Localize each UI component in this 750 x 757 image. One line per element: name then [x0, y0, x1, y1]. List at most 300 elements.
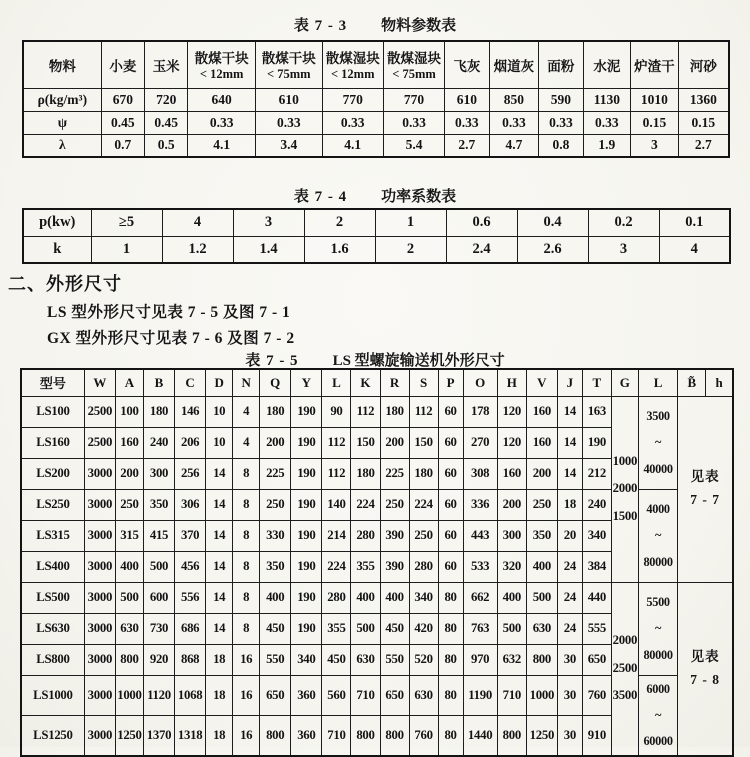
g-range-cell-line: 1500 — [612, 508, 638, 523]
value-cell: 60 — [438, 520, 463, 551]
value-cell: 190 — [582, 427, 611, 458]
value-cell: 120 — [497, 427, 526, 458]
value-cell: 1.2 — [162, 236, 233, 263]
value-cell: 800 — [260, 715, 291, 755]
value-cell: 18 — [206, 715, 233, 755]
value-cell: 1.6 — [304, 236, 375, 263]
value-cell: 250 — [409, 520, 438, 551]
value-cell: 14 — [206, 458, 233, 489]
value-cell: 80 — [438, 715, 463, 755]
value-cell: 315 — [115, 520, 143, 551]
value-cell: 2 — [304, 209, 375, 236]
length-range-cell-line: 5500 — [646, 594, 670, 609]
value-cell: 920 — [143, 644, 174, 675]
value-cell: 150 — [351, 427, 380, 458]
value-cell: 206 — [175, 427, 206, 458]
length-range-cell-line: 40000 — [643, 461, 673, 476]
value-cell: 30 — [557, 715, 582, 755]
dimension-column-header: L — [322, 369, 351, 396]
value-cell: 1318 — [175, 715, 206, 755]
value-cell: 14 — [206, 613, 233, 644]
value-cell: 14 — [206, 582, 233, 613]
value-cell: 1130 — [583, 88, 631, 111]
table-7-4-title-text: 功率系数表 — [381, 189, 457, 205]
value-cell: 4 — [233, 427, 260, 458]
material-column-header — [383, 41, 444, 88]
length-range-cell-line: ~ — [655, 528, 662, 543]
value-cell: 190 — [291, 520, 322, 551]
material-name: 散煤湿块 — [387, 51, 442, 67]
value-cell: 112 — [409, 396, 438, 427]
value-cell: 610 — [445, 88, 489, 111]
value-cell: 160 — [497, 458, 526, 489]
value-cell: 60 — [438, 458, 463, 489]
value-cell: 1 — [91, 236, 162, 263]
value-cell: 400 — [115, 551, 143, 582]
value-cell: 600 — [143, 582, 174, 613]
value-cell: 190 — [291, 396, 322, 427]
value-cell: ≥5 — [91, 209, 162, 236]
value-cell: 320 — [497, 551, 526, 582]
value-cell: 1370 — [143, 715, 174, 755]
value-cell: 355 — [322, 613, 351, 644]
value-cell: 180 — [143, 396, 174, 427]
value-cell: 18 — [206, 675, 233, 715]
table-row — [21, 396, 733, 427]
dimension-column-header: C — [175, 369, 206, 396]
value-cell: 300 — [497, 520, 526, 551]
material-column-header — [678, 41, 729, 88]
value-cell: 1190 — [463, 675, 497, 715]
value-cell: 4.7 — [489, 134, 539, 157]
value-cell: 0.33 — [322, 111, 383, 134]
value-cell: 100 — [115, 396, 143, 427]
value-cell: 163 — [582, 396, 611, 427]
table-row — [23, 209, 730, 236]
value-cell: 370 — [175, 520, 206, 551]
table-7-4-title — [0, 185, 750, 206]
value-cell: 500 — [143, 551, 174, 582]
value-cell: 2500 — [84, 396, 115, 427]
model-cell: LS500 — [21, 582, 84, 613]
value-cell: 336 — [463, 489, 497, 520]
value-cell: 190 — [291, 613, 322, 644]
value-cell: 650 — [380, 675, 409, 715]
value-cell: 190 — [291, 489, 322, 520]
power-coefficient-table — [22, 208, 731, 264]
value-cell: 2.7 — [678, 134, 729, 157]
header-row — [23, 41, 729, 88]
value-cell: 0.15 — [678, 111, 729, 134]
value-cell: 4.1 — [188, 134, 256, 157]
material-name: 烟道灰 — [493, 58, 535, 74]
value-cell: 90 — [322, 396, 351, 427]
value-cell: 160 — [526, 427, 557, 458]
value-cell: 140 — [322, 489, 351, 520]
value-cell: 14 — [206, 551, 233, 582]
value-cell: 770 — [383, 88, 444, 111]
material-name: 小麦 — [109, 58, 137, 74]
material-size-limit: < 12mm — [330, 67, 375, 82]
material-column-header — [101, 41, 144, 88]
length-range-cell-line: ~ — [655, 621, 662, 636]
value-cell: 390 — [380, 551, 409, 582]
material-name: 飞灰 — [453, 58, 481, 74]
value-cell: 3 — [233, 209, 304, 236]
value-cell: 1000 — [526, 675, 557, 715]
row-label: ψ — [23, 111, 101, 134]
value-cell: 3000 — [84, 675, 115, 715]
value-cell: 800 — [526, 644, 557, 675]
see-table-7-7-ref-line: 见表 — [690, 469, 720, 485]
material-column-header — [322, 41, 383, 88]
material-column-header — [188, 41, 256, 88]
value-cell: 500 — [115, 582, 143, 613]
table-row — [23, 236, 730, 263]
value-cell: 0.33 — [539, 111, 583, 134]
material-column-header — [631, 41, 679, 88]
value-cell: 630 — [526, 613, 557, 644]
value-cell: 180 — [409, 458, 438, 489]
length-range-cell-line: 3500 — [646, 408, 670, 423]
value-cell: 200 — [526, 458, 557, 489]
value-cell: 443 — [463, 520, 497, 551]
length-range-cell-line: ~ — [655, 707, 662, 722]
value-cell: 3000 — [84, 489, 115, 520]
row-label: ρ(kg/m³) — [23, 88, 101, 111]
value-cell: 800 — [380, 715, 409, 755]
value-cell: 112 — [322, 458, 351, 489]
value-cell: 180 — [380, 396, 409, 427]
value-cell: 3000 — [84, 582, 115, 613]
value-cell: 14 — [206, 520, 233, 551]
g-range-cell-line: 1000 — [612, 453, 638, 468]
value-cell: 212 — [582, 458, 611, 489]
value-cell: 270 — [463, 427, 497, 458]
value-cell: 3.4 — [256, 134, 323, 157]
value-cell: 80 — [438, 582, 463, 613]
material-name: 河砂 — [689, 58, 717, 74]
value-cell: 180 — [260, 396, 291, 427]
g-range-cell-line: 2000 — [612, 481, 638, 496]
value-cell: 400 — [497, 582, 526, 613]
value-cell: 30 — [557, 644, 582, 675]
value-cell: 250 — [260, 489, 291, 520]
g-range-cell-line: 3500 — [612, 688, 638, 703]
value-cell: 4.1 — [322, 134, 383, 157]
value-cell: 1.4 — [233, 236, 304, 263]
value-cell: 1068 — [175, 675, 206, 715]
value-cell: 60 — [438, 396, 463, 427]
value-cell: 200 — [497, 489, 526, 520]
value-cell: 800 — [351, 715, 380, 755]
value-cell: 350 — [143, 489, 174, 520]
value-cell: 800 — [115, 644, 143, 675]
material-name: 散煤干块 — [194, 51, 249, 67]
model-cell: LS315 — [21, 520, 84, 551]
material-column-header — [145, 41, 188, 88]
value-cell: 550 — [380, 644, 409, 675]
value-cell: 763 — [463, 613, 497, 644]
value-cell: 112 — [351, 396, 380, 427]
value-cell: 10 — [206, 427, 233, 458]
value-cell: 0.33 — [445, 111, 489, 134]
value-cell: 178 — [463, 396, 497, 427]
material-column-header — [256, 41, 323, 88]
value-cell: 1.9 — [583, 134, 631, 157]
value-cell: 450 — [380, 613, 409, 644]
table-7-3-title-text: 物料参数表 — [381, 18, 457, 34]
dimension-column-header: N — [233, 369, 260, 396]
material-column-header — [489, 41, 539, 88]
value-cell: 190 — [291, 427, 322, 458]
value-cell: 250 — [115, 489, 143, 520]
value-cell: 500 — [497, 613, 526, 644]
value-cell: 710 — [351, 675, 380, 715]
value-cell: 160 — [526, 396, 557, 427]
material-name: 炉渣干 — [634, 58, 675, 74]
table-7-4-title-label: 表 7 - 4 — [293, 189, 348, 205]
value-cell: 190 — [291, 458, 322, 489]
dimension-column-header: D — [206, 369, 233, 396]
length-range-cell — [638, 489, 677, 582]
table-7-3-title — [0, 14, 750, 35]
model-cell: LS160 — [21, 427, 84, 458]
value-cell: 3000 — [84, 551, 115, 582]
see-table-7-7-ref-line: 7 - 7 — [690, 492, 721, 507]
g-range-cell-line: 2500 — [612, 660, 638, 675]
value-cell: 225 — [380, 458, 409, 489]
value-cell: 3000 — [84, 458, 115, 489]
value-cell: 160 — [115, 427, 143, 458]
model-cell: LS250 — [21, 489, 84, 520]
value-cell: 80 — [438, 613, 463, 644]
header-row — [21, 369, 733, 396]
value-cell: 730 — [143, 613, 174, 644]
value-cell: 400 — [351, 582, 380, 613]
value-cell: 16 — [233, 715, 260, 755]
value-cell: 1250 — [115, 715, 143, 755]
material-column-header — [583, 41, 631, 88]
value-cell: 8 — [233, 458, 260, 489]
dimension-column-header: O — [463, 369, 497, 396]
value-cell: 770 — [322, 88, 383, 111]
value-cell: 710 — [322, 715, 351, 755]
dimension-column-header: A — [115, 369, 143, 396]
value-cell: 630 — [115, 613, 143, 644]
value-cell: 0.6 — [446, 209, 517, 236]
value-cell: 80 — [438, 675, 463, 715]
value-cell: 0.1 — [659, 209, 730, 236]
value-cell: 1250 — [526, 715, 557, 755]
material-name: 水泥 — [593, 58, 621, 74]
value-cell: 0.8 — [539, 134, 583, 157]
value-cell: 16 — [233, 644, 260, 675]
value-cell: 190 — [291, 551, 322, 582]
model-cell: LS100 — [21, 396, 84, 427]
value-cell: 850 — [489, 88, 539, 111]
value-cell: 0.4 — [517, 209, 588, 236]
value-cell: 533 — [463, 551, 497, 582]
value-cell: 14 — [557, 427, 582, 458]
value-cell: 0.7 — [101, 134, 144, 157]
value-cell: 214 — [322, 520, 351, 551]
value-cell: 2 — [375, 236, 446, 263]
value-cell: 2.6 — [517, 236, 588, 263]
value-cell: 16 — [233, 675, 260, 715]
value-cell: 225 — [260, 458, 291, 489]
value-cell: 224 — [409, 489, 438, 520]
table-row — [23, 134, 729, 157]
dimension-column-header: R — [380, 369, 409, 396]
table-7-5-title — [0, 349, 750, 370]
value-cell: 190 — [291, 582, 322, 613]
value-cell: 3 — [588, 236, 659, 263]
value-cell: 0.33 — [489, 111, 539, 134]
value-cell: 0.33 — [383, 111, 444, 134]
dimension-column-header: G — [611, 369, 638, 396]
value-cell: 280 — [409, 551, 438, 582]
value-cell: 20 — [557, 520, 582, 551]
value-cell: 500 — [526, 582, 557, 613]
value-cell: 500 — [351, 613, 380, 644]
dimension-column-header: B̃ — [678, 369, 706, 396]
value-cell: 240 — [582, 489, 611, 520]
value-cell: 10 — [206, 396, 233, 427]
material-corner-header: 物料 — [23, 41, 101, 88]
see-table-7-7-ref — [678, 396, 733, 582]
value-cell: 456 — [175, 551, 206, 582]
length-range-cell-line: 4000 — [646, 501, 670, 516]
value-cell: 250 — [526, 489, 557, 520]
value-cell: 224 — [322, 551, 351, 582]
value-cell: 440 — [582, 582, 611, 613]
value-cell: 330 — [260, 520, 291, 551]
value-cell: 520 — [409, 644, 438, 675]
value-cell: 280 — [351, 520, 380, 551]
value-cell: 650 — [582, 644, 611, 675]
length-range-cell-line: 6000 — [646, 681, 670, 696]
value-cell: 390 — [380, 520, 409, 551]
value-cell: 0.15 — [631, 111, 679, 134]
value-cell: 0.5 — [145, 134, 188, 157]
value-cell: 1 — [375, 209, 446, 236]
value-cell: 0.33 — [188, 111, 256, 134]
value-cell: 60 — [438, 489, 463, 520]
value-cell: 340 — [582, 520, 611, 551]
value-cell: 0.2 — [588, 209, 659, 236]
value-cell: 760 — [582, 675, 611, 715]
row-label: p(kw) — [23, 209, 91, 236]
value-cell: 910 — [582, 715, 611, 755]
value-cell: 30 — [557, 675, 582, 715]
model-cell: LS200 — [21, 458, 84, 489]
section-heading: 二、外形尺寸 — [8, 274, 122, 294]
value-cell: 1120 — [143, 675, 174, 715]
ls-dimensions-table — [20, 368, 734, 757]
value-cell: 240 — [143, 427, 174, 458]
value-cell: 8 — [233, 582, 260, 613]
value-cell: 14 — [557, 458, 582, 489]
value-cell: 360 — [291, 675, 322, 715]
length-range-cell-line: 80000 — [643, 647, 673, 662]
model-cell: LS1000 — [21, 675, 84, 715]
material-name: 散煤干块 — [261, 51, 316, 67]
value-cell: 120 — [497, 396, 526, 427]
value-cell: 630 — [409, 675, 438, 715]
value-cell: 1440 — [463, 715, 497, 755]
value-cell: 720 — [145, 88, 188, 111]
value-cell: 400 — [260, 582, 291, 613]
length-range-cell — [638, 675, 677, 756]
dimension-column-header: Y — [291, 369, 322, 396]
value-cell: 200 — [115, 458, 143, 489]
value-cell: 556 — [175, 582, 206, 613]
value-cell: 60 — [438, 551, 463, 582]
dimension-column-header: S — [409, 369, 438, 396]
length-range-cell-line: 60000 — [643, 734, 673, 749]
row-label: λ — [23, 134, 101, 157]
value-cell: 662 — [463, 582, 497, 613]
value-cell: 300 — [143, 458, 174, 489]
value-cell: 632 — [497, 644, 526, 675]
see-table-7-8-ref — [678, 582, 733, 756]
dimension-column-header: B — [143, 369, 174, 396]
value-cell: 3 — [631, 134, 679, 157]
value-cell: 384 — [582, 551, 611, 582]
table-row — [21, 582, 733, 613]
value-cell: 18 — [557, 489, 582, 520]
material-name: 面粉 — [547, 58, 575, 74]
material-size-limit: < 75mm — [267, 67, 311, 82]
value-cell: 14 — [206, 489, 233, 520]
dimension-column-header: h — [706, 369, 733, 396]
value-cell: 550 — [260, 644, 291, 675]
value-cell: 555 — [582, 613, 611, 644]
value-cell: 686 — [175, 613, 206, 644]
value-cell: 0.33 — [256, 111, 323, 134]
value-cell: 308 — [463, 458, 497, 489]
material-size-limit: < 75mm — [392, 67, 436, 82]
value-cell: 355 — [351, 551, 380, 582]
value-cell: 590 — [539, 88, 583, 111]
value-cell: 224 — [351, 489, 380, 520]
value-cell: 3000 — [84, 715, 115, 755]
model-cell: LS400 — [21, 551, 84, 582]
value-cell: 800 — [497, 715, 526, 755]
value-cell: 4 — [162, 209, 233, 236]
value-cell: 3000 — [84, 644, 115, 675]
value-cell: 256 — [175, 458, 206, 489]
gx-reference-line: GX 型外形尺寸见表 7 - 6 及图 7 - 2 — [47, 330, 295, 347]
length-range-cell-line: ~ — [655, 435, 662, 450]
value-cell: 760 — [409, 715, 438, 755]
see-table-7-8-ref-line: 见表 — [690, 648, 720, 664]
value-cell: 640 — [188, 88, 256, 111]
value-cell: 670 — [101, 88, 144, 111]
value-cell: 24 — [557, 551, 582, 582]
dimension-column-header: V — [526, 369, 557, 396]
value-cell: 560 — [322, 675, 351, 715]
dimension-column-header: H — [497, 369, 526, 396]
dimension-column-header: T — [582, 369, 611, 396]
value-cell: 3000 — [84, 613, 115, 644]
material-size-limit: < 12mm — [199, 67, 244, 82]
value-cell: 970 — [463, 644, 497, 675]
value-cell: 350 — [526, 520, 557, 551]
value-cell: 280 — [322, 582, 351, 613]
value-cell: 250 — [380, 489, 409, 520]
